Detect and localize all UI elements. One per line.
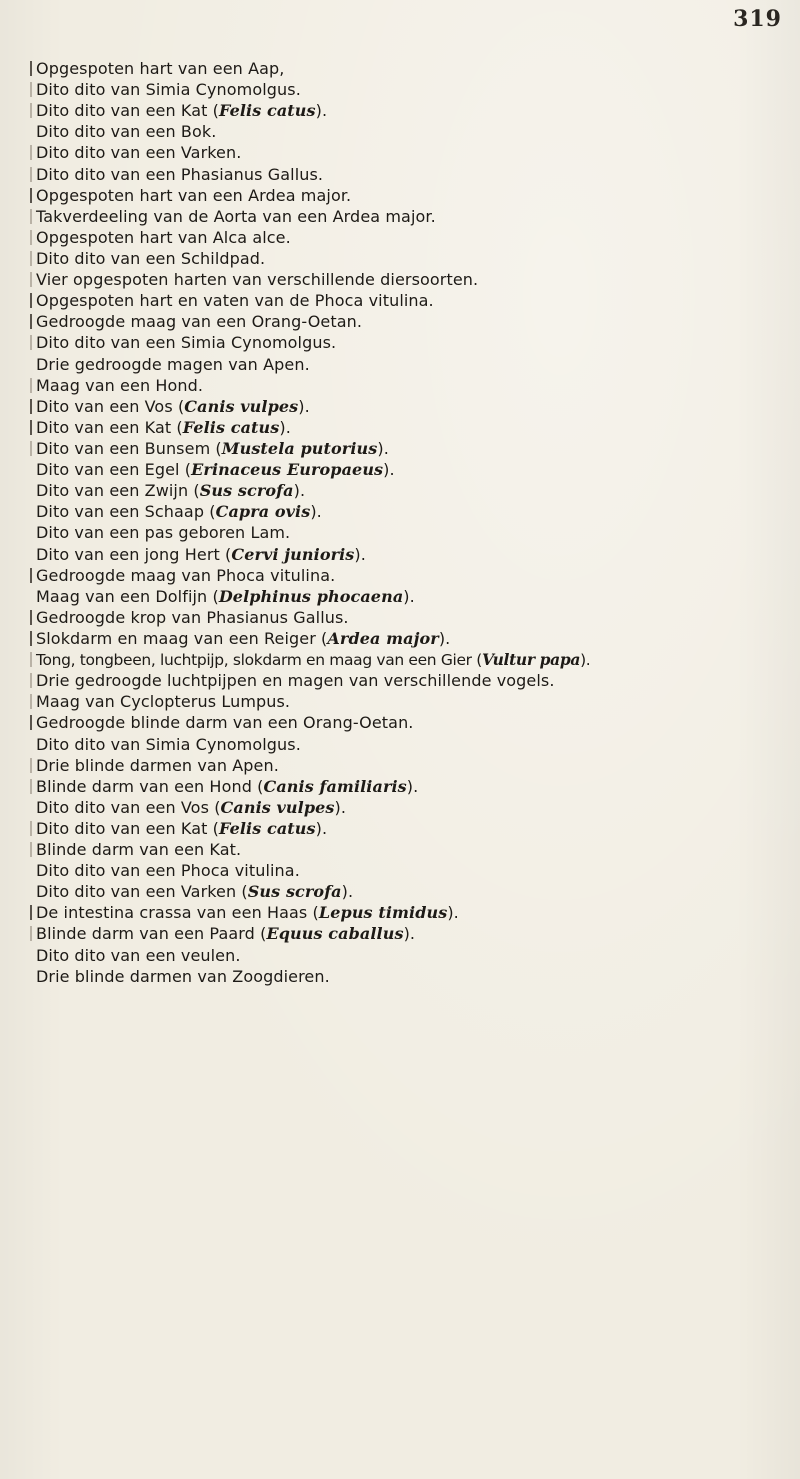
entry-text: Dito van een Egel ( — [36, 460, 192, 480]
margin-rule — [30, 842, 32, 857]
entry-text: Dito van een Zwijn ( — [36, 481, 200, 501]
margin-rule — [30, 694, 32, 709]
catalogue-entry — [0, 691, 800, 712]
entry-suffix: ). — [406, 776, 419, 796]
entry-text: Dito dito van een Kat ( — [36, 818, 219, 838]
entry-latin-name: Sus scrofa — [247, 882, 342, 902]
entry-text: Dito van een Bunsem ( — [36, 438, 222, 458]
entry-latin-name: Ardea major — [327, 628, 439, 648]
entry-text: Gedroogde maag van een Orang-Oetan. — [36, 312, 363, 332]
entry-suffix: ). — [298, 396, 310, 416]
entry-text: Vier opgespoten harten van verschillende diersoorten. — [36, 270, 479, 290]
margin-rule — [30, 926, 32, 941]
catalogue-entry — [0, 649, 800, 670]
entry-text: Dito dito van een Simia Cynomolgus. — [36, 333, 337, 353]
entry-text: Dito dito van Simia Cynomolgus. — [36, 80, 301, 100]
margin-rule — [30, 610, 32, 625]
margin-rule — [30, 293, 32, 308]
entry-text: Dito dito van een Varken. — [36, 143, 242, 163]
margin-rule — [30, 378, 32, 393]
catalogue-entry — [0, 417, 800, 438]
catalogue-entry — [0, 164, 800, 185]
entry-suffix: ). — [310, 502, 322, 522]
margin-rule — [30, 568, 32, 583]
margin-rule — [30, 314, 32, 329]
margin-rule — [30, 272, 32, 287]
entry-text: Dito dito van een Bok. — [36, 122, 217, 142]
catalogue-entry — [0, 354, 800, 375]
entry-suffix: ). — [341, 882, 354, 902]
margin-rule — [30, 905, 32, 920]
entry-text: Blinde darm van een Paard ( — [36, 924, 267, 944]
entry-latin-name: Felis catus — [219, 101, 316, 121]
entry-text: Opgespoten hart van Alca alce. — [36, 227, 291, 247]
catalogue-entry — [0, 58, 800, 79]
catalogue-entry — [0, 586, 800, 607]
catalogue-list — [0, 58, 800, 987]
entry-text: Dito dito van een Kat ( — [36, 101, 219, 121]
entry-text: Dito dito van een Phoca vitulina. — [36, 861, 300, 881]
catalogue-entry — [0, 248, 800, 269]
entry-suffix: ). — [354, 544, 366, 564]
margin-rule — [30, 103, 32, 118]
entry-suffix: ). — [279, 417, 291, 437]
catalogue-entry — [0, 755, 800, 776]
entry-suffix: ). — [580, 651, 591, 670]
catalogue-entry — [0, 269, 800, 290]
margin-rule — [30, 167, 32, 182]
catalogue-entry — [0, 121, 800, 142]
entry-latin-name: Canis vulpes — [184, 396, 299, 416]
margin-rule — [30, 420, 32, 435]
entry-text: Dito dito van een veulen. — [36, 945, 241, 965]
margin-rule — [30, 758, 32, 773]
entry-text: Drie blinde darmen van Apen. — [36, 755, 279, 775]
entry-text: Dito dito van een Phasianus Gallus. — [36, 164, 324, 184]
entry-suffix: ). — [438, 628, 451, 648]
entry-latin-name: Equus caballus — [266, 924, 404, 944]
catalogue-entry — [0, 797, 800, 818]
entry-suffix: ). — [334, 797, 347, 817]
catalogue-entry — [0, 142, 800, 163]
entry-suffix: ). — [315, 101, 328, 121]
entry-suffix: ). — [403, 924, 416, 944]
margin-rule — [30, 821, 32, 836]
catalogue-entry — [0, 628, 800, 649]
margin-rule — [30, 82, 32, 97]
catalogue-entry — [0, 839, 800, 860]
catalogue-entry — [0, 206, 800, 227]
margin-rule — [30, 335, 32, 350]
entry-text: Tong, tongbeen, luchtpijp, slokdarm en maag van een Gier ( — [36, 651, 482, 670]
entry-text: Blinde darm van een Hond ( — [36, 776, 264, 796]
entry-suffix: ). — [377, 438, 389, 458]
catalogue-entry — [0, 881, 800, 902]
margin-rule — [30, 399, 32, 414]
entry-text: Gedroogde krop van Phasianus Gallus. — [36, 607, 349, 627]
entry-suffix: ). — [383, 460, 395, 480]
catalogue-entry — [0, 185, 800, 206]
entry-text: Blinde darm van een Kat. — [36, 840, 242, 860]
entry-latin-name: Mustela putorius — [221, 438, 378, 458]
entry-suffix: ). — [447, 903, 459, 923]
margin-rule — [30, 631, 32, 646]
entry-text: Dito van een Vos ( — [36, 396, 185, 416]
entry-text: Dito dito van een Vos ( — [36, 797, 221, 817]
catalogue-entry — [0, 522, 800, 543]
catalogue-entry — [0, 966, 800, 987]
entry-latin-name: Felis catus — [219, 818, 316, 838]
page-number: 319 — [733, 6, 782, 32]
entry-text: Dito dito van een Schildpad. — [36, 248, 266, 268]
margin-rule — [30, 779, 32, 794]
entry-suffix: ). — [293, 481, 306, 501]
catalogue-entry — [0, 375, 800, 396]
catalogue-entry — [0, 79, 800, 100]
catalogue-entry — [0, 227, 800, 248]
entry-latin-name: Felis catus — [182, 417, 280, 437]
entry-latin-name: Cervi junioris — [231, 544, 355, 564]
catalogue-entry — [0, 332, 800, 353]
catalogue-entry — [0, 501, 800, 522]
entry-latin-name: Capra ovis — [215, 502, 311, 522]
catalogue-entry — [0, 544, 800, 565]
margin-rule — [30, 61, 32, 76]
catalogue-entry — [0, 734, 800, 755]
catalogue-entry — [0, 607, 800, 628]
margin-rule — [30, 145, 32, 160]
entry-latin-name: Lepus timidus — [318, 903, 448, 923]
entry-text: Drie gedroogde luchtpijpen en magen van verschillende vogels. — [36, 671, 555, 691]
catalogue-entry — [0, 860, 800, 881]
entry-latin-name: Sus scrofa — [199, 481, 294, 501]
entry-latin-name: Delphinus phocaena — [218, 586, 404, 606]
entry-latin-name: Canis familiaris — [263, 776, 407, 796]
entry-text: Dito dito van een Varken ( — [36, 882, 248, 902]
catalogue-entry — [0, 459, 800, 480]
entry-suffix: ). — [403, 586, 415, 606]
entry-latin-name: Vultur papa — [481, 650, 581, 670]
entry-text: Dito dito van Simia Cynomolgus. — [36, 734, 301, 754]
entry-text: Gedroogde blinde darm van een Orang-Oetan. — [36, 713, 414, 733]
margin-rule — [30, 188, 32, 203]
catalogue-entry — [0, 438, 800, 459]
entry-text: Takverdeeling van de Aorta van een Ardea major. — [36, 206, 436, 226]
entry-text: Opgespoten hart en vaten van de Phoca vitulina. — [36, 291, 434, 311]
entry-text: Dito van een Schaap ( — [36, 502, 216, 522]
entry-text: Maag van een Dolfijn ( — [36, 586, 219, 606]
margin-rule — [30, 652, 32, 667]
catalogue-entry — [0, 923, 800, 944]
catalogue-entry — [0, 818, 800, 839]
catalogue-entry — [0, 902, 800, 923]
entry-text: Dito van een jong Hert ( — [36, 544, 232, 564]
margin-rule — [30, 230, 32, 245]
entry-text: Opgespoten hart van een Ardea major. — [36, 185, 352, 205]
entry-text: Drie blinde darmen van Zoogdieren. — [36, 966, 330, 986]
catalogue-entry — [0, 776, 800, 797]
entry-text: Gedroogde maag van Phoca vitulina. — [36, 565, 336, 585]
catalogue-entry — [0, 670, 800, 691]
entry-text: De intestina crassa van een Haas ( — [36, 903, 319, 923]
catalogue-entry — [0, 311, 800, 332]
entry-text: Drie gedroogde magen van Apen. — [36, 354, 310, 374]
catalogue-entry — [0, 290, 800, 311]
entry-text: Opgespoten hart van een Aap, — [36, 59, 285, 78]
margin-rule — [30, 715, 32, 730]
entry-text: Maag van een Hond. — [36, 375, 204, 395]
catalogue-entry — [0, 100, 800, 121]
margin-rule — [30, 251, 32, 266]
catalogue-entry — [0, 396, 800, 417]
catalogue-entry — [0, 565, 800, 586]
entry-text: Dito van een pas geboren Lam. — [36, 523, 291, 543]
entry-text: Dito van een Kat ( — [36, 417, 183, 437]
margin-rule — [30, 209, 32, 224]
catalogue-entry — [0, 712, 800, 733]
margin-rule — [30, 673, 32, 688]
entry-latin-name: Canis vulpes — [220, 797, 335, 817]
margin-rule — [30, 441, 32, 456]
catalogue-entry — [0, 945, 800, 966]
entry-suffix: ). — [315, 818, 328, 838]
catalogue-entry — [0, 480, 800, 501]
entry-text: Slokdarm en maag van een Reiger ( — [36, 628, 328, 648]
entry-latin-name: Erinaceus Europaeus — [191, 460, 384, 480]
entry-text: Maag van Cyclopterus Lumpus. — [36, 692, 291, 712]
